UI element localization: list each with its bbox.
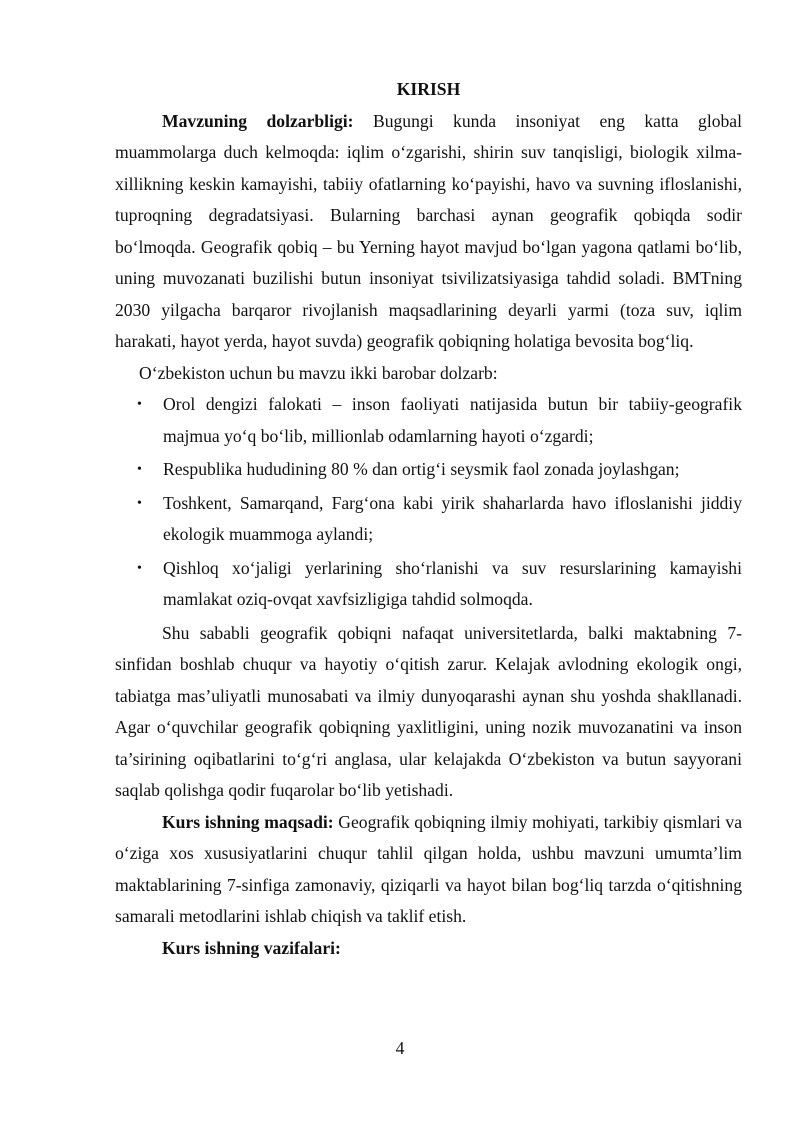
list-item (137, 488, 742, 551)
bullet-icon: • (137, 560, 142, 576)
goal-text: Geografik qobiqning ilmiy mohiyati, tarkibiy qismlari va o‘ziga xos xususiyatlarini chuqur tahlil qilgan holda, ushbu mavzuni umumta’lim maktablarining 7-sinfiga zamonaviy, qiziqarli va hayot bilan bog‘liq tarzda o‘qitishning samarali metodlarini ishlab chiqish va taklif etish. (115, 811, 742, 926)
relevance-lead: Mavzuning dolzarbligi: (162, 110, 354, 131)
bullet-icon: • (137, 462, 142, 477)
relevance-text: Bugungi kunda insoniyat eng katta global muammolarga duch kelmoqda: iqlim o‘zgarishi, shirin suv tanqisligi, biologik xilma-xillikning keskin kamayishi, tabiiy ofatlarning ko‘payishi, havo va suvning ifloslanishi, tuproqning degradatsiyasi. Bularning barchasi aynan geografik qobiqda sodir bo‘lmoqda. Geografik qobiq – bu Yerning hayot mavjud bo‘lgan yagona qatlami bo‘lib, uning muvozanati buzilishi butun insoniyat tsivilizatsiyasiga tahdid soladi. BMTning 2030 yilgacha barqaror rivojlanish maqsadlarining deyarli yarmi (toza suv, iqlim harakati, hayot yerda, hayot suvda) geografik qobiqning holatiga bevosita bog‘liq. (115, 110, 743, 351)
bullet-list (115, 389, 742, 616)
page-number: 4 (395, 1038, 405, 1058)
page-title: KIRISH (396, 79, 461, 99)
list-item-text: Qishloq xo‘jaligi yerlarining sho‘rlanishi va suv resurslarining kamayishi mamlakat oziq-ovqat xavfsizligiga tahdid solmoqda. (163, 557, 742, 609)
list-item (137, 389, 742, 452)
page-content (115, 74, 742, 964)
list-item-text: Toshkent, Samarqand, Farg‘ona kabi yirik shaharlarda havo ifloslanishi jiddiy ekologik muammoga aylandi; (163, 492, 742, 544)
list-item (137, 454, 742, 486)
list-item (137, 553, 742, 616)
tasks-heading: Kurs ishning vazifalari: (162, 937, 341, 958)
goal-lead: Kurs ishning maqsadi: (162, 811, 334, 832)
relevance-paragraph (115, 106, 742, 358)
list-item-text: Orol dengizi falokati – inson faoliyati natijasida butun bir tabiiy-geografik majmua yo‘q bo‘lib, millionlab odamlarning hayoti o‘zgardi; (163, 394, 742, 446)
bullet-icon: • (137, 495, 142, 511)
goal-paragraph (115, 807, 742, 933)
bullet-icon: • (137, 397, 142, 412)
reason-paragraph: Shu sababli geografik qobiqni nafaqat universitetlarda, balki maktabning 7-sinfidan boshlab chuqur va hayotiy o‘qitish zarur. Kelajak avlodning ekologik ongi, tabiatga mas’uliyatli munosabati va ilmiy dunyoqarashi aynan shu yoshda shakllanadi. Agar o‘quvchilar geografik qobiqning yaxlitligini, uning nozik muvozanatini va inson ta’sirining oqibatlarini to‘g‘ri anglasa, ular kelajakda O‘zbekiston va butun sayyorani saqlab qolishga qodir fuqarolar bo‘lib yetishadi. (115, 622, 742, 800)
uzbekistan-intro: O‘zbekiston uchun bu mavzu ikki barobar dolzarb: (139, 362, 498, 383)
list-item-text: Respublika hududining 80 % dan ortig‘i seysmik faol zonada joylashgan; (163, 459, 680, 479)
